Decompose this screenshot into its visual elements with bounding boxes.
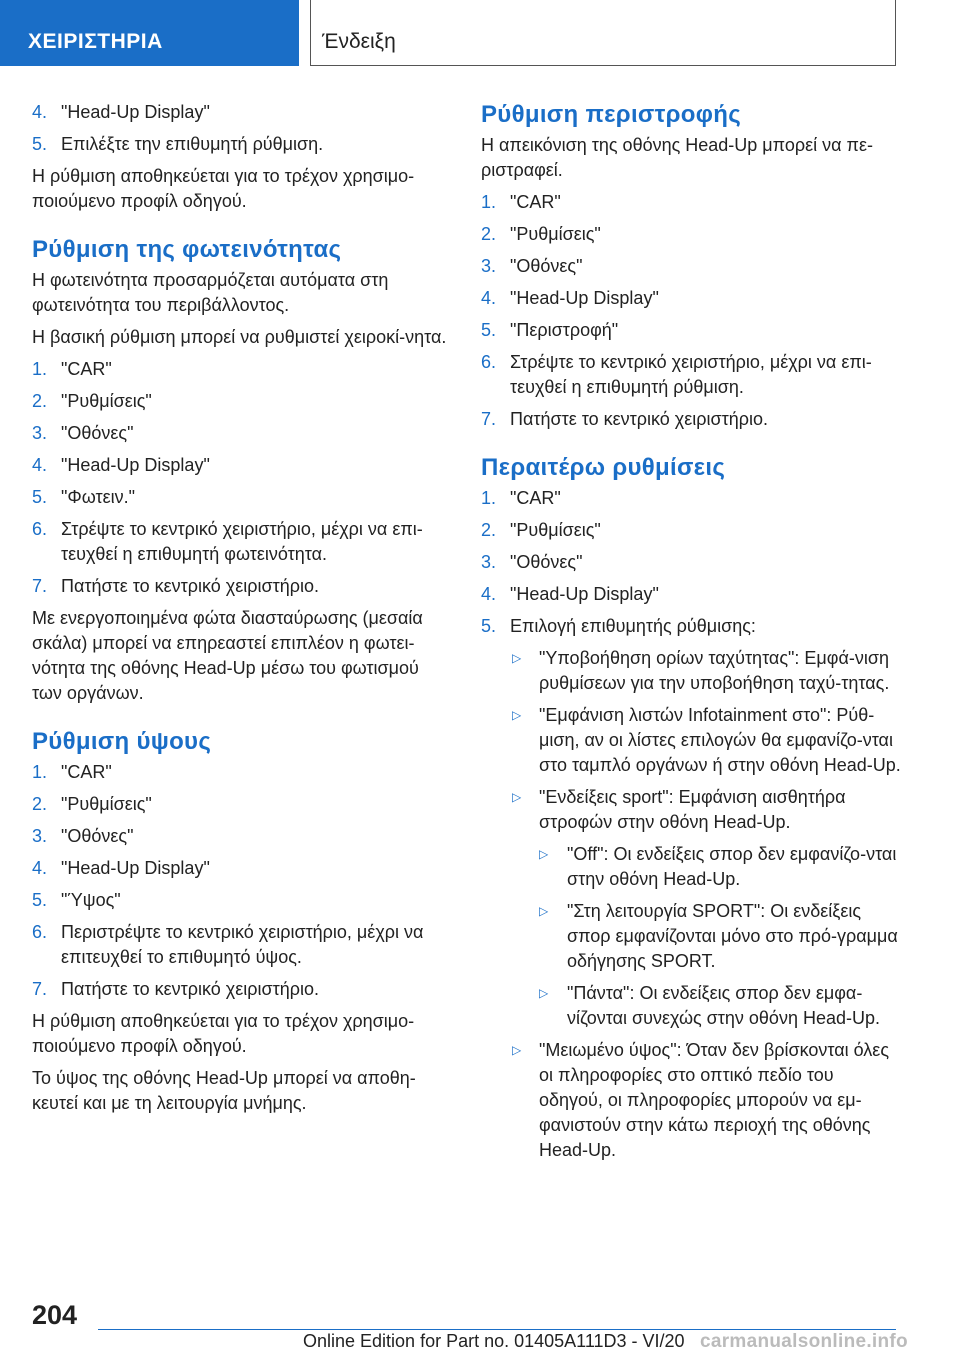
- step-item: [481, 550, 901, 575]
- triangle-bullet-icon: ▷: [512, 1043, 522, 1057]
- step-number: 5.: [481, 320, 497, 340]
- step-item: [481, 518, 901, 543]
- step-text: "CAR": [510, 192, 561, 212]
- left-column: [32, 100, 452, 1123]
- step-text: "Head-Up Display": [61, 455, 210, 475]
- step-number: 2.: [32, 794, 48, 814]
- step-item: [32, 421, 452, 446]
- height-paragraph-1: Η ρύθμιση αποθηκεύεται για το τρέχον χρησιμο-ποιούμενο προφίλ οδηγού.: [32, 1011, 415, 1056]
- step-text: "CAR": [61, 762, 112, 782]
- step-number: 5.: [32, 890, 48, 910]
- step-text: "CAR": [61, 359, 112, 379]
- step-item: [32, 824, 452, 849]
- step-item: [32, 856, 452, 881]
- heading-more-settings: Περαιτέρω ρυθμίσεις: [481, 454, 726, 481]
- bullet-text: "Στη λειτουργία SPORT": Οι ενδείξεις σπορ εμφανίζονται μόνο στο πρό-γραμμα οδήγησης SPORT.: [567, 901, 898, 971]
- bullet-item: [481, 981, 901, 1031]
- step-number: 1.: [32, 359, 48, 379]
- step-number: 2.: [481, 520, 497, 540]
- step-number: 7.: [32, 576, 48, 596]
- step-number: 5.: [32, 134, 48, 154]
- triangle-bullet-icon: ▷: [539, 986, 549, 1000]
- step-text: Περιστρέψτε το κεντρικό χειριστήριο, μέχρι να επιτευχθεί το επιθυμητό ύψος.: [61, 922, 424, 967]
- step-number: 7.: [481, 409, 497, 429]
- step-item: [32, 888, 452, 913]
- step-number: 4.: [481, 288, 497, 308]
- more-settings-bullets: [481, 646, 901, 1163]
- step-number: 6.: [481, 352, 497, 372]
- step-text: "Head-Up Display": [510, 584, 659, 604]
- step-number: 1.: [481, 192, 497, 212]
- step-item: [481, 318, 901, 343]
- step-number: 4.: [32, 858, 48, 878]
- step-number: 3.: [32, 423, 48, 443]
- step-item: [32, 100, 452, 125]
- step-text: "Ρυθμίσεις": [510, 224, 601, 244]
- topic-tab: Ένδειξη: [310, 0, 896, 66]
- step-number: 3.: [481, 256, 497, 276]
- brightness-paragraph-2: Η βασική ρύθμιση μπορεί να ρυθμιστεί χειροκί-νητα.: [32, 327, 447, 347]
- step-text: "Οθόνες": [510, 552, 583, 572]
- step-number: 4.: [32, 102, 48, 122]
- step-item: [481, 582, 901, 607]
- triangle-bullet-icon: ▷: [512, 651, 522, 665]
- step-item: [481, 486, 901, 511]
- step-number: 2.: [481, 224, 497, 244]
- step-number: 4.: [32, 455, 48, 475]
- step-number: 6.: [32, 922, 48, 942]
- step-item: [481, 222, 901, 247]
- step-text: "Περιστροφή": [510, 320, 619, 340]
- step-number: 5.: [481, 616, 497, 636]
- step-text: Στρέψτε το κεντρικό χειριστήριο, μέχρι να επι-τευχθεί η επιθυμητή ρύθμιση.: [510, 352, 872, 397]
- step-number: 3.: [481, 552, 497, 572]
- step-number: 6.: [32, 519, 48, 539]
- step-item: [32, 453, 452, 478]
- step-number: 7.: [32, 979, 48, 999]
- step-item: [481, 350, 901, 400]
- step-text: "Ρυθμίσεις": [510, 520, 601, 540]
- bullet-item: [481, 646, 901, 696]
- right-column: [481, 100, 901, 1170]
- bullet-text: "Υποβοήθηση ορίων ταχύτητας": Εμφά-νιση ρυθμίσεων για την υποβοήθηση ταχύ-τητας.: [539, 648, 890, 693]
- heading-brightness: Ρύθμιση της φωτεινότητας: [32, 236, 342, 263]
- step-text: "Ρυθμίσεις": [61, 391, 152, 411]
- step-item: [32, 389, 452, 414]
- brightness-steps: [32, 357, 452, 599]
- bullet-item: [481, 703, 901, 778]
- step-number: 5.: [32, 487, 48, 507]
- step-text: "Head-Up Display": [510, 288, 659, 308]
- bullet-item: [481, 842, 901, 892]
- brightness-paragraph-3: Με ενεργοποιημένα φώτα διασταύρωσης (μεσαία σκάλα) μπορεί να επηρεαστεί επιπλέον η φωτει-νότητα της οθόνης Head-Up μέσω του φωτισμού των οργάνων.: [32, 608, 423, 703]
- height-steps: [32, 760, 452, 1002]
- bullet-text: "Πάντα": Οι ενδείξεις σπορ δεν εμφα-νίζονται συνεχώς στην οθόνη Head-Up.: [567, 983, 880, 1028]
- step-item: [481, 190, 901, 215]
- bullet-item: [481, 785, 901, 835]
- step-item: [481, 254, 901, 279]
- step-text: "Head-Up Display": [61, 858, 210, 878]
- edition-note: Online Edition for Part no. 01405A111D3 - VI/20: [303, 1331, 685, 1351]
- step-item: [481, 614, 901, 639]
- step-text: Στρέψτε το κεντρικό χειριστήριο, μέχρι να επι-τευχθεί η επιθυμητή φωτεινότητα.: [61, 519, 423, 564]
- step-number: 3.: [32, 826, 48, 846]
- step-item: [32, 977, 452, 1002]
- step-item: [32, 574, 452, 599]
- step-text: "Οθόνες": [510, 256, 583, 276]
- height-paragraph-2: Το ύψος της οθόνης Head-Up μπορεί να αποθη-κευτεί και με τη λειτουργία μνήμης.: [32, 1068, 416, 1113]
- step-text: "Φωτειν.": [61, 487, 136, 507]
- step-text: Επιλέξτε την επιθυμητή ρύθμιση.: [61, 134, 324, 154]
- step-item: [32, 517, 452, 567]
- step-item: [32, 920, 452, 970]
- step-text: "Οθόνες": [61, 826, 134, 846]
- page-number: 204: [32, 1300, 78, 1330]
- step-item: [481, 407, 901, 432]
- step-text: Πατήστε το κεντρικό χειριστήριο.: [61, 979, 319, 999]
- step-item: [481, 286, 901, 311]
- heading-rotation: Ρύθμιση περιστροφής: [481, 101, 741, 128]
- bullet-text: "Εμφάνιση λιστών Infotainment στο": Ρύθ-μιση, αν οι λίστες επιλογών θα εμφανίζο-νται στο ταμπλό οργάνων ή στην οθόνη Head-Up.: [539, 705, 901, 775]
- rotation-steps: [481, 190, 901, 432]
- heading-height: Ρύθμιση ύψους: [32, 728, 212, 755]
- triangle-bullet-icon: ▷: [512, 708, 522, 722]
- intro-note: Η ρύθμιση αποθηκεύεται για το τρέχον χρησιμο-ποιούμενο προφίλ οδηγού.: [32, 166, 415, 211]
- bullet-text: "Ενδείξεις sport": Εμφάνιση αισθητήρα στροφών στην οθόνη Head-Up.: [539, 787, 846, 832]
- step-text: "Οθόνες": [61, 423, 134, 443]
- triangle-bullet-icon: ▷: [539, 904, 549, 918]
- step-text: "Head-Up Display": [61, 102, 210, 122]
- step-item: [32, 760, 452, 785]
- step-text: Πατήστε το κεντρικό χειριστήριο.: [61, 576, 319, 596]
- section-tab: ΧΕΙΡΙΣΤΗΡΙΑ: [0, 0, 299, 66]
- step-number: 4.: [481, 584, 497, 604]
- bullet-text: "Μειωμένο ύψος": Όταν δεν βρίσκονται όλες οι πληροφορίες στο οπτικό πεδίο του οδηγού, οι πληροφορίες μπορούν να εμ-φανιστούν στην κάτω περιοχή της οθόνης Head-Up.: [539, 1040, 889, 1160]
- step-text: Πατήστε το κεντρικό χειριστήριο.: [510, 409, 768, 429]
- bullet-text: "Off": Οι ενδείξεις σπορ δεν εμφανίζο-νται στην οθόνη Head-Up.: [567, 844, 897, 889]
- step-text: "Ύψος": [61, 890, 121, 910]
- step-text: "CAR": [510, 488, 561, 508]
- more-settings-steps: [481, 486, 901, 639]
- step-text: "Ρυθμίσεις": [61, 794, 152, 814]
- intro-steps: [32, 100, 452, 157]
- brightness-paragraph-1: Η φωτεινότητα προσαρμόζεται αυτόματα στη φωτεινότητα του περιβάλλοντος.: [32, 270, 389, 315]
- bullet-item: [481, 1038, 901, 1163]
- triangle-bullet-icon: ▷: [539, 847, 549, 861]
- step-item: [32, 485, 452, 510]
- footer-divider: [98, 1329, 896, 1330]
- step-text: Επιλογή επιθυμητής ρύθμισης:: [510, 616, 756, 636]
- rotation-paragraph: Η απεικόνιση της οθόνης Head-Up μπορεί να πε-ριστραφεί.: [481, 135, 873, 180]
- page-header: [0, 0, 960, 66]
- step-number: 1.: [481, 488, 497, 508]
- step-number: 1.: [32, 762, 48, 782]
- step-item: [32, 357, 452, 382]
- bullet-item: [481, 899, 901, 974]
- step-item: [32, 792, 452, 817]
- triangle-bullet-icon: ▷: [512, 790, 522, 804]
- watermark: carmanualsonline.info: [700, 1331, 908, 1352]
- step-number: 2.: [32, 391, 48, 411]
- step-item: [32, 132, 452, 157]
